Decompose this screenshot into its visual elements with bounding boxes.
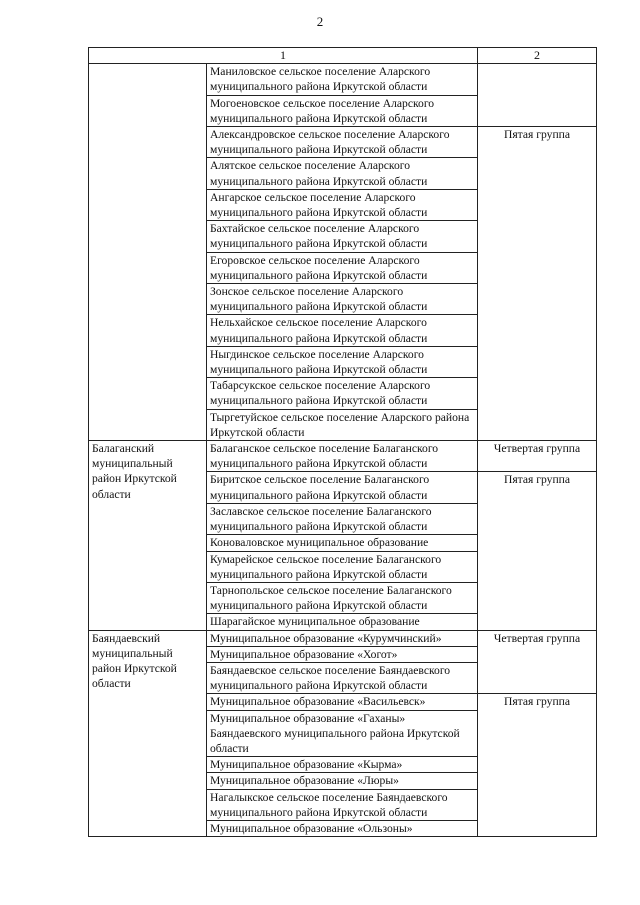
- district-cell-bayandaevsky: Баяндаевский муниципальный район Иркутской области: [89, 630, 207, 837]
- settlement-cell: Ангарское сельское поселение Аларского муниципального района Иркутской области: [207, 189, 478, 220]
- group-cell-empty: [478, 64, 597, 127]
- settlement-cell: Тарнопольское сельское поселение Балаганского муниципального района Иркутской области: [207, 582, 478, 613]
- settlement-cell: Зонское сельское поселение Аларского муниципального района Иркутской области: [207, 284, 478, 315]
- settlement-cell: Заславское сельское поселение Балаганского муниципального района Иркутской области: [207, 503, 478, 534]
- settlement-cell: Муниципальное образование «Васильевск»: [207, 694, 478, 710]
- table-header-row: [89, 48, 597, 64]
- settlement-cell: Муниципальное образование «Хогот»: [207, 646, 478, 662]
- settlement-cell: Биритское сельское поселение Балаганского муниципального района Иркутской области: [207, 472, 478, 503]
- column-header-2: 2: [478, 48, 597, 64]
- settlement-cell: Муниципальное образование «Гаханы» Баяндаевского муниципального района Иркутской области: [207, 710, 478, 757]
- settlement-cell: Муниципальное образование «Курумчинский»: [207, 630, 478, 646]
- settlement-cell: Нельхайское сельское поселение Аларского муниципального района Иркутской области: [207, 315, 478, 346]
- column-header-1: 1: [89, 48, 478, 64]
- settlement-cell: Коноваловское муниципальное образование: [207, 535, 478, 551]
- group-cell-alarsky-fifth: Пятая группа: [478, 127, 597, 441]
- table-row: [89, 630, 597, 646]
- page-number: 2: [316, 14, 324, 29]
- group-cell-balagansky-fifth: Пятая группа: [478, 472, 597, 630]
- settlement-cell: Баяндаевское сельское поселение Баяндаевского муниципального района Иркутской области: [207, 662, 478, 693]
- table-row: [89, 441, 597, 472]
- group-cell-bayandaevsky-fifth: Пятая группа: [478, 694, 597, 837]
- table-row: [89, 64, 597, 95]
- settlement-cell: Нагалыкское сельское поселение Баяндаевского муниципального района Иркутской области: [207, 789, 478, 820]
- settlement-cell: Ныгдинское сельское поселение Аларского муниципального района Иркутской области: [207, 346, 478, 377]
- settlement-cell: Шарагайское муниципальное образование: [207, 614, 478, 630]
- settlement-cell: Балаганское сельское поселение Балаганского муниципального района Иркутской области: [207, 441, 478, 472]
- group-cell-balagansky-fourth: Четвертая группа: [478, 441, 597, 472]
- settlement-cell: Муниципальное образование «Люры»: [207, 773, 478, 789]
- district-cell-alarsky: [89, 64, 207, 441]
- municipal-groups-table: [88, 47, 597, 837]
- group-cell-bayandaevsky-fourth: Четвертая группа: [478, 630, 597, 694]
- settlement-cell: Бахтайское сельское поселение Аларского муниципального района Иркутской области: [207, 221, 478, 252]
- settlement-cell: Маниловское сельское поселение Аларского муниципального района Иркутской области: [207, 64, 478, 95]
- settlement-cell: Могоеновское сельское поселение Аларского муниципального района Иркутской области: [207, 95, 478, 126]
- settlement-cell: Табарсукское сельское поселение Аларского муниципального района Иркутской области: [207, 378, 478, 409]
- district-cell-balagansky: Балаганский муниципальный район Иркутской области: [89, 441, 207, 630]
- settlement-cell: Алятское сельское поселение Аларского муниципального района Иркутской области: [207, 158, 478, 189]
- settlement-cell: Тыргетуйское сельское поселение Аларского района Иркутской области: [207, 409, 478, 440]
- settlement-cell: Александровское сельское поселение Аларского муниципального района Иркутской области: [207, 127, 478, 158]
- settlement-cell: Муниципальное образование «Кырма»: [207, 757, 478, 773]
- settlement-cell: Кумарейское сельское поселение Балаганского муниципального района Иркутской области: [207, 551, 478, 582]
- settlement-cell: Егоровское сельское поселение Аларского муниципального района Иркутской области: [207, 252, 478, 283]
- settlement-cell: Муниципальное образование «Ользоны»: [207, 820, 478, 836]
